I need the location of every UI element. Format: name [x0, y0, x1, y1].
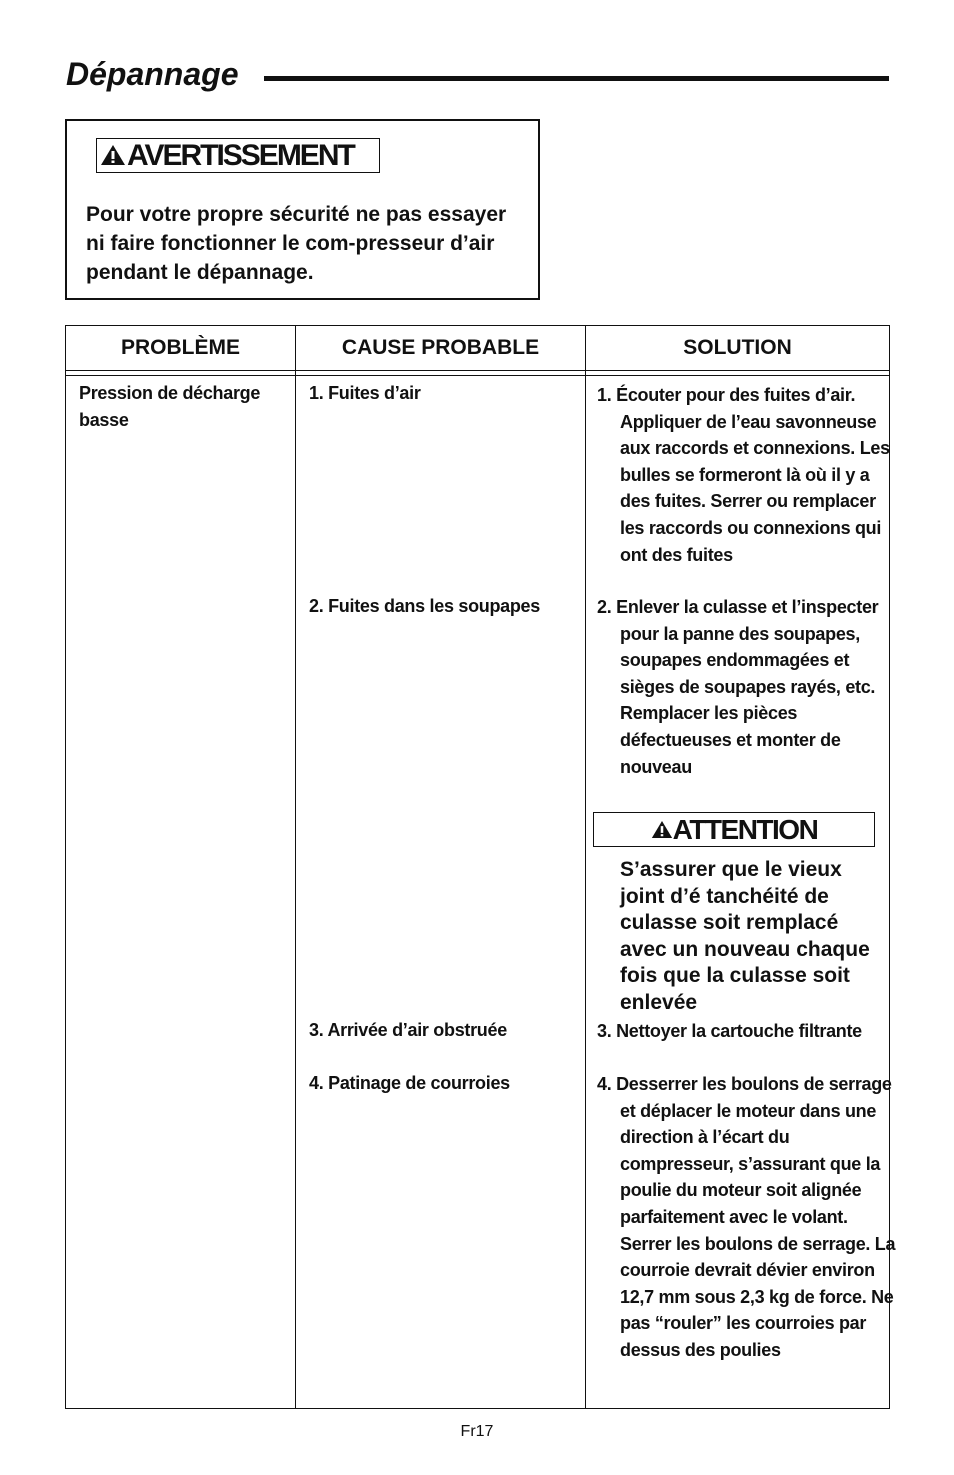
header-solution: SOLUTION — [586, 326, 890, 371]
solution-item: 1. Écouter pour des fuites d’air. Appliquer de l’eau savonneuse aux raccords et connexions. Les bulles se formeront là où il y a des fuites. Serrer ou remplacer les raccords ou connexions qui ont des fuites — [597, 385, 890, 565]
warning-triangle-icon — [100, 144, 126, 166]
attention-label — [593, 812, 875, 847]
warning-label — [96, 138, 380, 173]
warning-triangle-icon — [651, 820, 673, 839]
page-number: Fr17 — [460, 1423, 494, 1440]
cause-item: 4. Patinage de courroies — [309, 1073, 510, 1093]
solution-item: 3. Nettoyer la cartouche filtrante — [597, 1021, 862, 1041]
problem-cell — [66, 376, 296, 1409]
cause-item: 2. Fuites dans les soupapes — [309, 596, 540, 616]
header-cause: CAUSE PROBABLE — [296, 326, 586, 371]
warning-text: Pour votre propre sécurité ne pas essayer ni faire fonctionner le com-presseur d’air pendant le dépannage. — [86, 203, 507, 284]
cause-item: 1. Fuites d’air — [309, 383, 421, 403]
cause-cell — [296, 376, 586, 1409]
warning-label-text: AVERTISSEMENT — [127, 139, 354, 172]
cause-item: 3. Arrivée d’air obstruée — [309, 1020, 507, 1040]
solution-item: 4. Desserrer les boulons de serrage et déplacer le moteur dans une direction à l’écart du compresseur, s’assurant que la poulie du moteur soit alignée parfaitement avec le volant. Serrer les boulons de serrage. La courroie devrait dévier environ 12,7 mm sous 2,3 kg de force. Ne pas “rouler” les courroies par dessus des poulies — [597, 1074, 896, 1360]
page-title: Dépannage — [66, 56, 239, 92]
solution-item: 2. Enlever la culasse et l’inspecter pour la panne des soupapes, soupapes endommagées et sièges de soupapes rayés, etc. Remplacer les pièces défectueuses et monter de nouveau — [597, 597, 879, 777]
title-rule — [264, 76, 889, 81]
header-probleme: PROBLÈME — [66, 326, 296, 371]
problem-text: Pression de décharge basse — [79, 383, 261, 430]
attention-text: S’assurer que le vieux joint d’é tanchéité de culasse soit remplacé avec un nouveau chaque fois que la culasse soit enlevée — [620, 858, 870, 1014]
warning-box — [65, 119, 540, 300]
troubleshooting-table — [65, 325, 896, 1409]
solution-cell — [586, 376, 896, 1409]
attention-label-text: ATTENTION — [672, 814, 818, 845]
